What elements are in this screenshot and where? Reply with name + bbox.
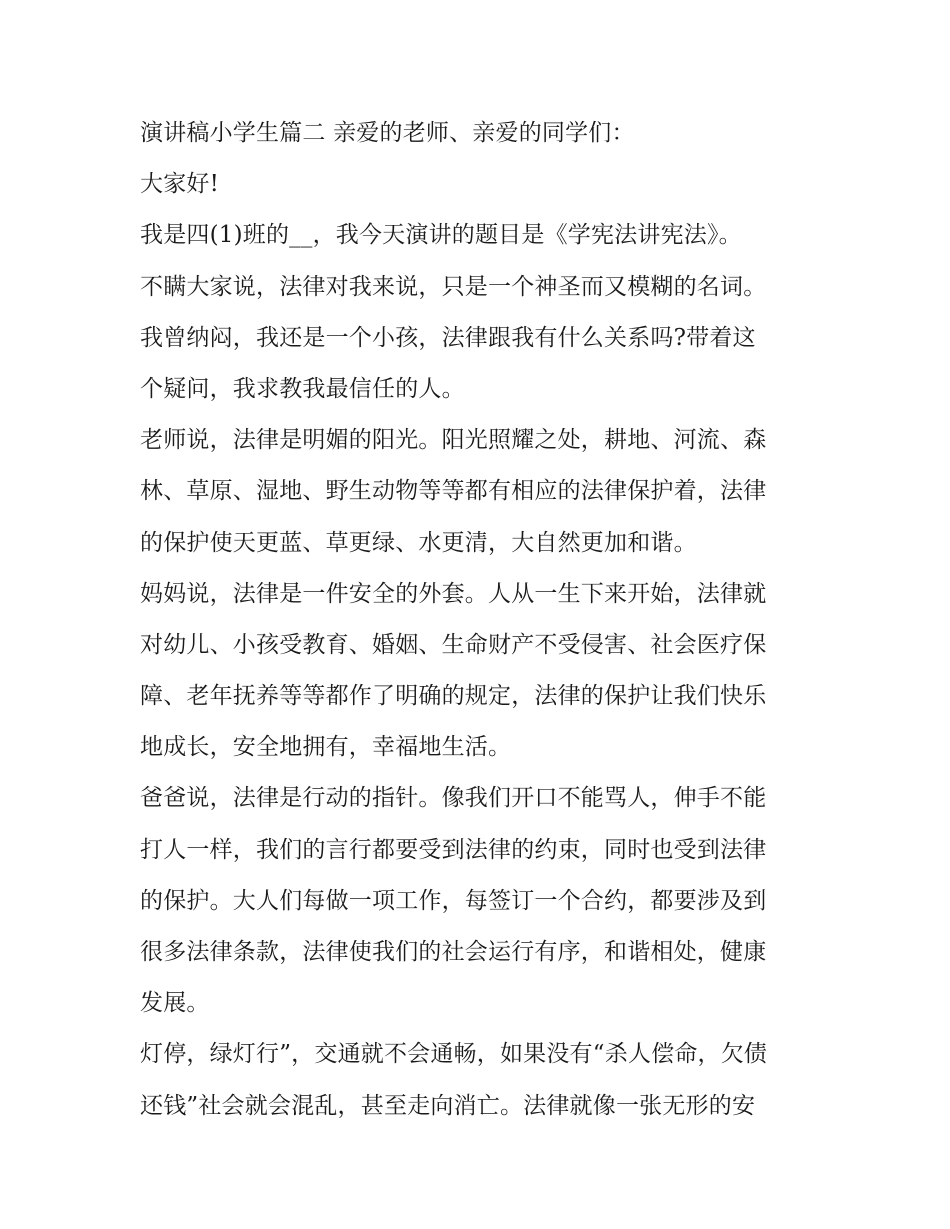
text-line: 对幼儿、小孩受教育、婚姻、生命财产不受侵害、社会医疗保 bbox=[140, 631, 767, 658]
text-line: 林、草原、湿地、野生动物等等都有相应的法律保护着，法律 bbox=[140, 478, 767, 505]
text-line: 障、老年抚养等等都作了明确的规定，法律的保护让我们快乐 bbox=[140, 683, 767, 710]
text-line: 打人一样，我们的言行都要受到法律的约束，同时也受到法律 bbox=[140, 836, 767, 863]
text-line: 不瞒大家说，法律对我来说，只是一个神圣而又模糊的名词。 bbox=[140, 273, 767, 300]
text-line: 老师说，法律是明媚的阳光。阳光照耀之处，耕地、河流、森 bbox=[140, 427, 767, 454]
text-line: 我是四(1)班的__，我今天演讲的题目是《学宪法讲宪法》。 bbox=[140, 222, 742, 249]
text-line: 爸爸说，法律是行动的指针。像我们开口不能骂人，伸手不能 bbox=[140, 785, 767, 812]
text-line: 我曾纳闷，我还是一个小孩，法律跟我有什么关系吗?带着这 bbox=[140, 324, 756, 351]
text-line: 演讲稿小学生篇二 亲爱的老师、亲爱的同学们： bbox=[140, 120, 635, 146]
text-line: 地成长，安全地拥有，幸福地生活。 bbox=[140, 734, 512, 761]
text-line: 发展。 bbox=[140, 990, 210, 1017]
text-line: 大家好! bbox=[140, 171, 220, 198]
text-line: 妈妈说，法律是一件安全的外套。人从一生下来开始，法律就 bbox=[140, 580, 767, 607]
text-line: 的保护使天更蓝、草更绿、水更清，大自然更加和谐。 bbox=[140, 529, 697, 556]
document-body bbox=[140, 108, 830, 1132]
text-line: 很多法律条款，法律使我们的社会运行有序，和谐相处，健康 bbox=[140, 939, 767, 965]
text-line: 的保护。大人们每做一项工作，每签订一个合约，都要涉及到 bbox=[140, 887, 767, 914]
text-line: 灯停，绿灯行”，交通就不会通畅，如果没有“杀人偿命，欠债 bbox=[140, 1041, 768, 1068]
text-line: 还钱”社会就会混乱，甚至走向消亡。法律就像一张无形的安 bbox=[140, 1092, 756, 1119]
text-line: 个疑问，我求教我最信任的人。 bbox=[140, 375, 465, 402]
